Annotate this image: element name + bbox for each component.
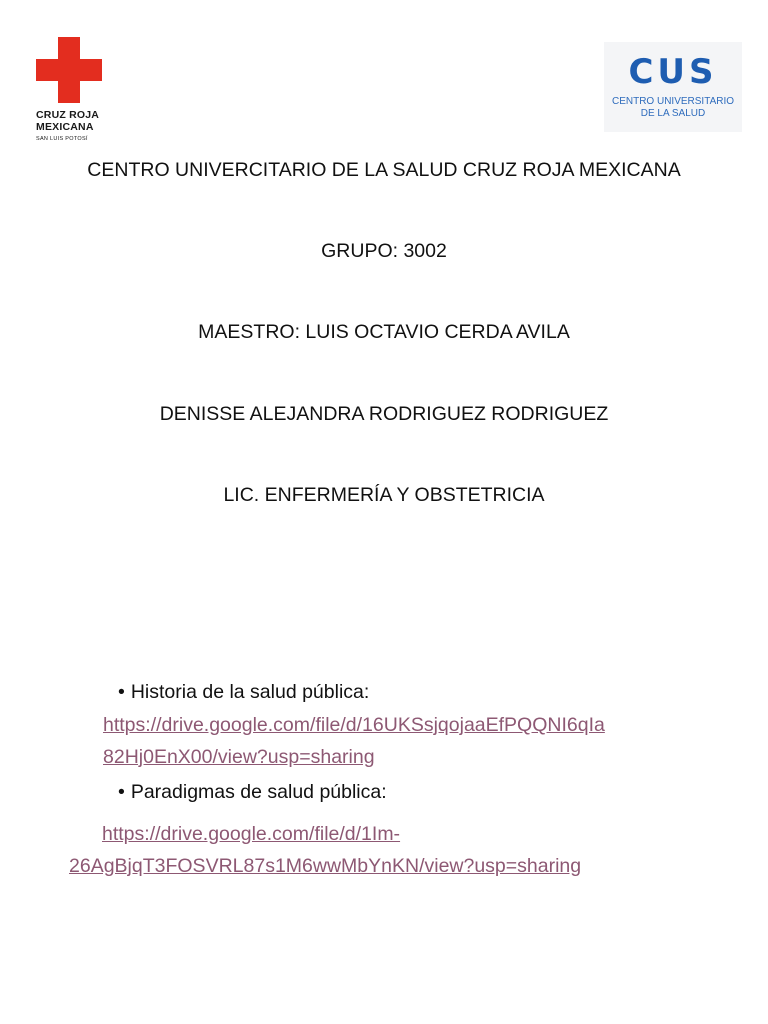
program-line: LIC. ENFERMERÍA Y OBSTETRICIA xyxy=(223,484,545,506)
list-item-label: Historia de la salud pública: xyxy=(130,681,370,703)
cruz-roja-name-line1: CRUZ ROJA xyxy=(36,109,100,121)
student-name: DENISSE ALEJANDRA RODRIGUEZ RODRIGUEZ xyxy=(159,403,609,425)
institution-title: CENTRO UNIVERCITARIO DE LA SALUD CRUZ ROJA MEXICANA xyxy=(87,159,681,181)
drive-link-historia-cont[interactable]: 82Hj0EnX00/view?usp=sharing xyxy=(103,746,375,768)
list-item xyxy=(118,680,369,704)
cus-text xyxy=(604,96,742,120)
cruz-roja-subtitle: SAN LUIS POTOSÍ xyxy=(36,136,88,142)
bullet-icon: • xyxy=(118,781,125,803)
bullet-icon: • xyxy=(118,681,125,703)
cruz-roja-name-line2: MEXICANA xyxy=(36,120,94,133)
list-item xyxy=(118,780,387,804)
cruz-roja-logo xyxy=(36,37,116,142)
drive-link-historia[interactable]: https://drive.google.com/file/d/16UKSsjqojaaEfPQQNI6qIa xyxy=(103,714,605,736)
cus-mark: CUS xyxy=(628,52,718,92)
teacher-line: MAESTRO: LUIS OCTAVIO CERDA AVILA xyxy=(198,321,570,343)
cruz-roja-name xyxy=(36,110,116,133)
cus-logo xyxy=(604,42,742,132)
drive-link-paradigmas[interactable]: https://drive.google.com/file/d/1Im- xyxy=(102,823,401,845)
list-item-label: Paradigmas de salud pública: xyxy=(130,781,387,803)
drive-link-paradigmas-cont[interactable]: 26AgBjqT3FOSVRL87s1M6wwMbYnKN/view?usp=sharing xyxy=(69,855,582,877)
cus-text-line2: DE LA SALUD xyxy=(640,108,706,119)
red-cross-icon xyxy=(36,37,102,103)
cus-text-line1: CENTRO UNIVERSITARIO xyxy=(611,96,735,107)
group-line: GRUPO: 3002 xyxy=(321,240,447,262)
